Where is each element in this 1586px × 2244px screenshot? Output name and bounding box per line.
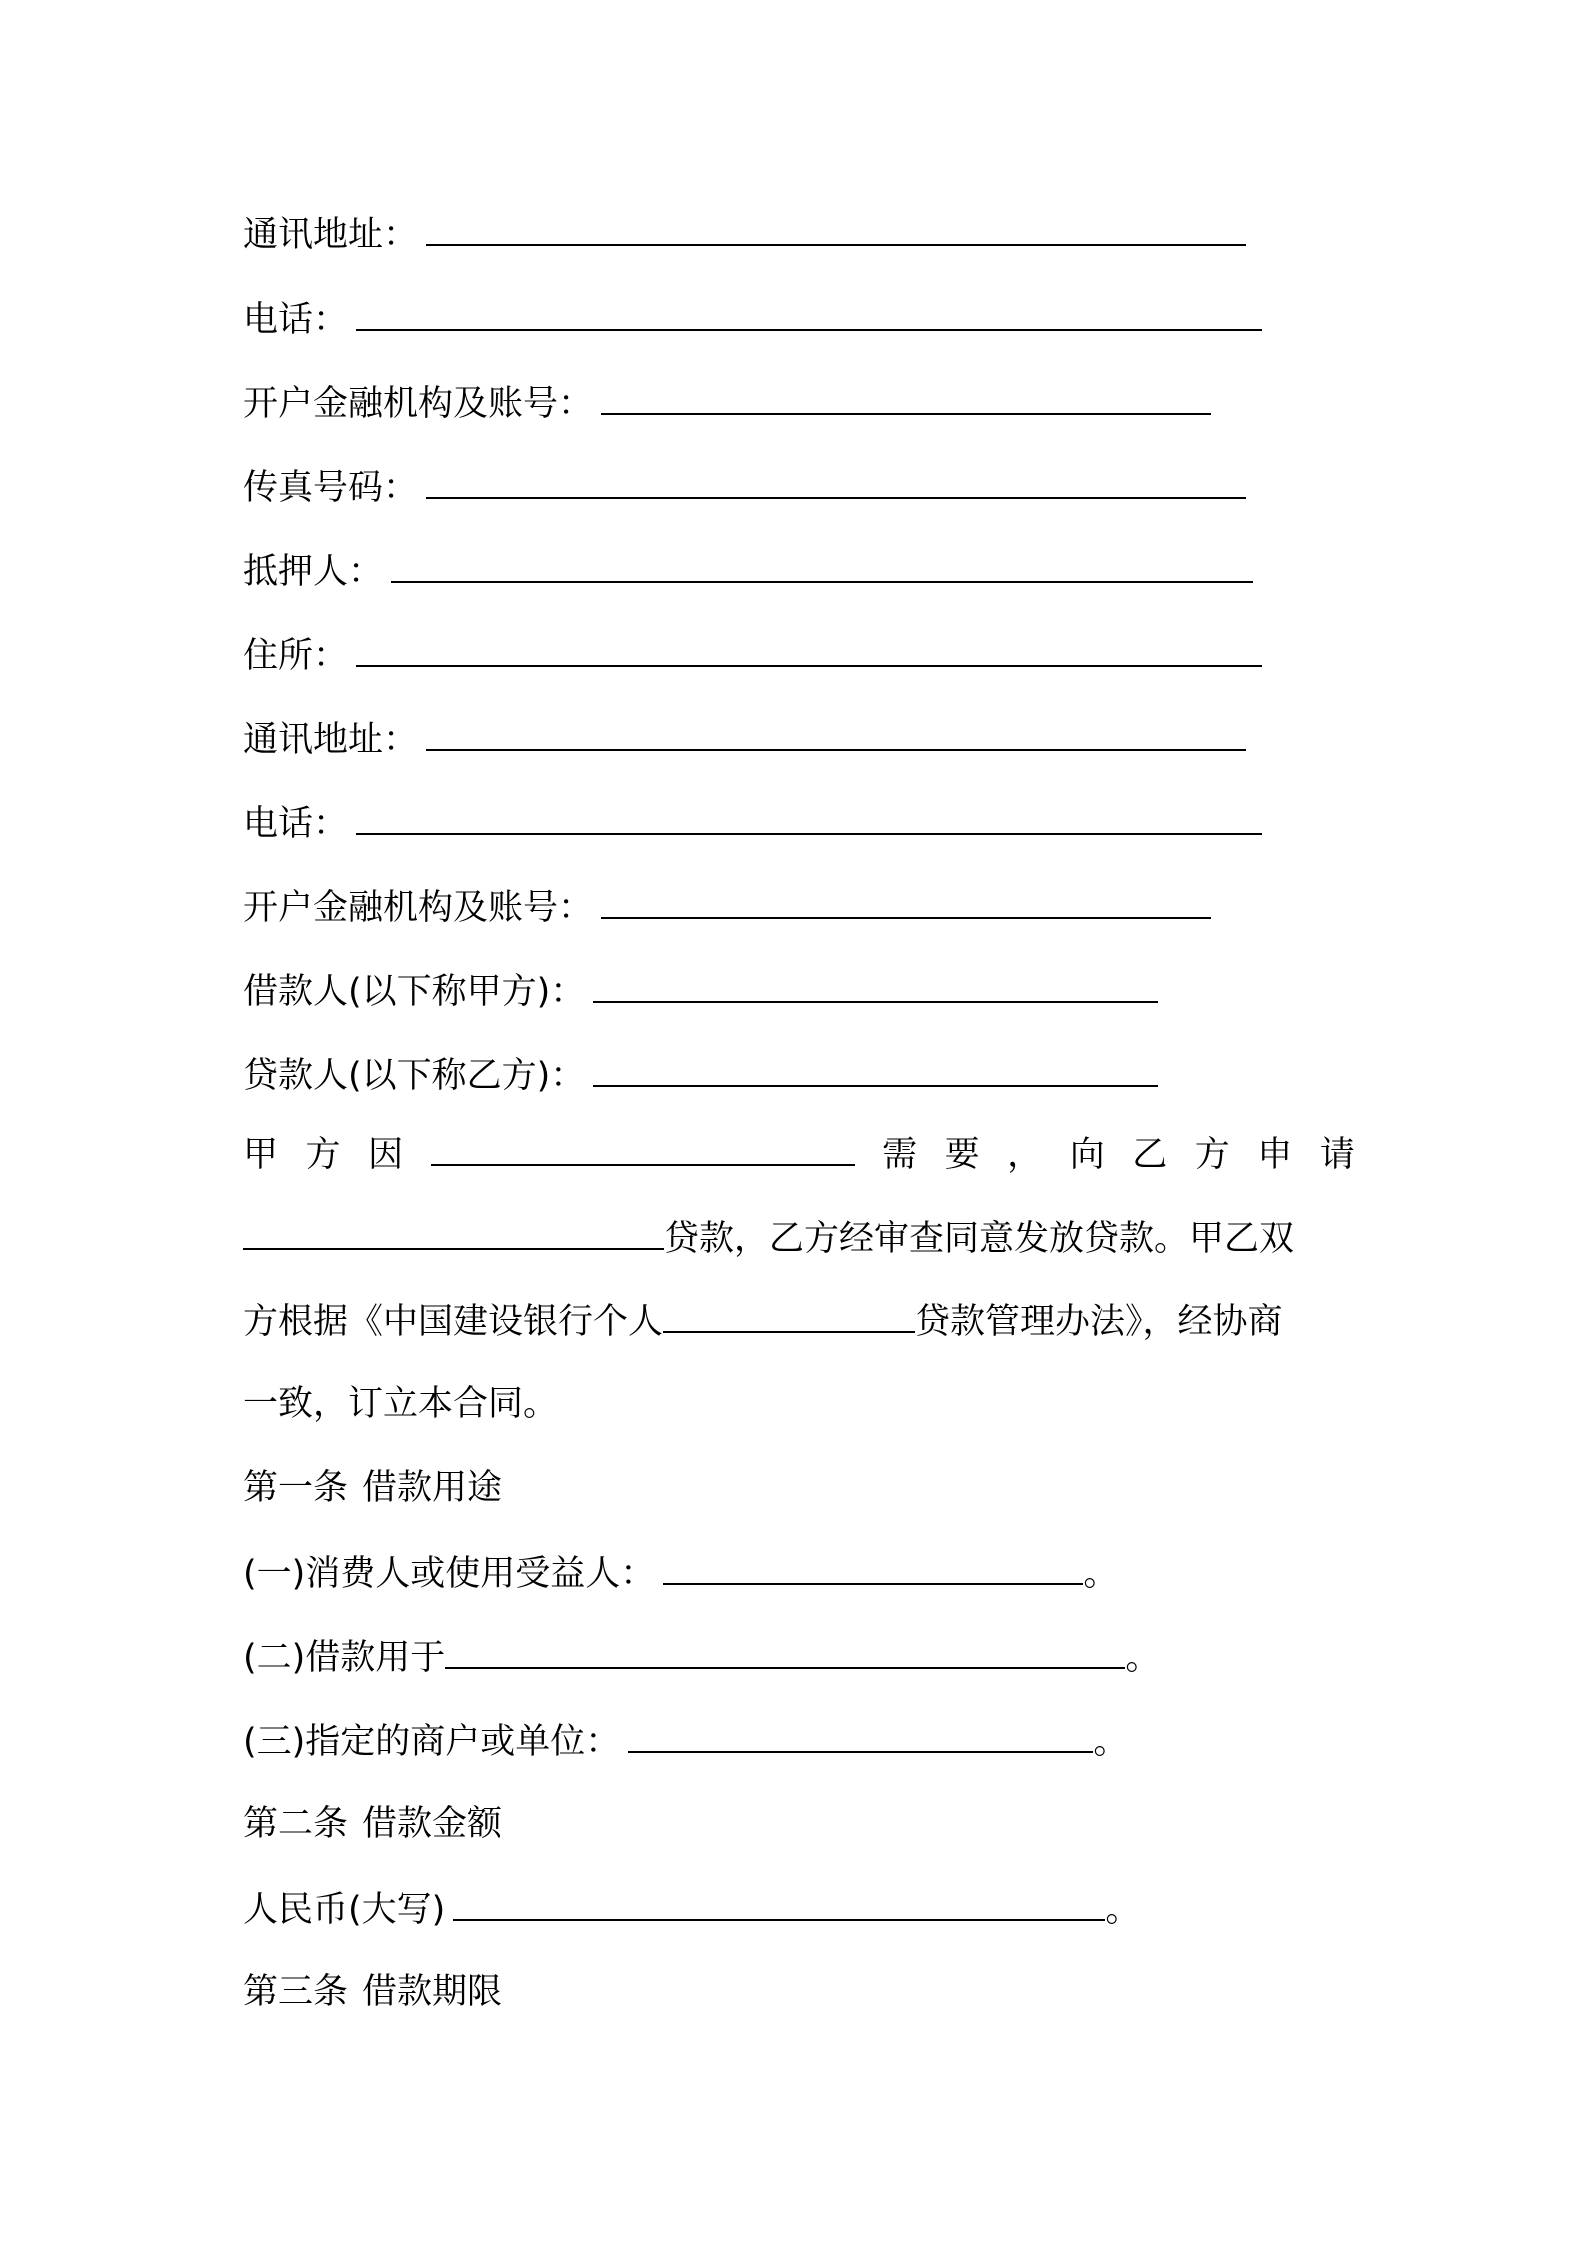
blank-line[interactable] xyxy=(445,1631,1125,1669)
period: 。 xyxy=(1093,1722,1129,1762)
preamble-line-2 xyxy=(243,1212,1294,1264)
blank-line[interactable] xyxy=(356,797,1262,835)
blank-line[interactable] xyxy=(391,545,1253,583)
text: 方根据《中国建设银行个人 xyxy=(243,1302,664,1342)
label: 传真号码： xyxy=(243,468,419,508)
preamble-line-1 xyxy=(243,1128,1355,1180)
blank-line[interactable] xyxy=(426,713,1246,751)
label: (一)消费人或使用受益人： xyxy=(243,1554,656,1594)
label: 开户金融机构及账号： xyxy=(243,384,594,424)
blank-line[interactable] xyxy=(601,377,1211,415)
field-lender xyxy=(243,1049,1158,1101)
article-2-heading xyxy=(243,1799,502,1849)
word: 方 xyxy=(305,1135,341,1175)
field-fax xyxy=(243,461,1246,513)
blank-line[interactable] xyxy=(628,1715,1093,1753)
word: 申 xyxy=(1257,1135,1293,1175)
article-1-item-1 xyxy=(243,1547,1118,1599)
blank-line[interactable] xyxy=(663,1295,915,1333)
label: 借款人(以下称甲方)： xyxy=(243,972,586,1012)
label: 住所： xyxy=(243,636,349,676)
word: 因 xyxy=(368,1135,404,1175)
blank-line[interactable] xyxy=(426,461,1246,499)
label: (二)借款用于 xyxy=(243,1638,446,1678)
preamble-line-3 xyxy=(243,1295,1283,1347)
text: 贷款，乙方经审查同意发放贷款。甲乙双 xyxy=(664,1219,1295,1259)
article-3-heading xyxy=(243,1967,502,2017)
word: 方 xyxy=(1194,1135,1230,1175)
blank-line[interactable] xyxy=(356,629,1262,667)
word: 甲 xyxy=(243,1135,279,1175)
word: 向 xyxy=(1069,1135,1105,1175)
word: ， xyxy=(1007,1135,1043,1175)
label: (三)指定的商户或单位： xyxy=(243,1722,621,1762)
blank-line[interactable] xyxy=(453,1883,1105,1921)
article-number: 第三条 xyxy=(243,1972,349,2012)
article-number: 第二条 xyxy=(243,1804,349,1844)
field-borrower xyxy=(243,965,1158,1017)
field-residence xyxy=(243,629,1262,681)
preamble-line-4 xyxy=(243,1379,558,1429)
label: 抵押人： xyxy=(243,552,384,592)
field-bank-account-2 xyxy=(243,881,1211,933)
label: 人民币(大写) xyxy=(243,1890,446,1930)
article-1-heading xyxy=(243,1463,502,1513)
word: 乙 xyxy=(1132,1135,1168,1175)
field-address-2 xyxy=(243,713,1246,765)
label: 通讯地址： xyxy=(243,720,419,760)
word: 要 xyxy=(944,1135,980,1175)
article-title: 借款用途 xyxy=(362,1468,503,1508)
article-title: 借款期限 xyxy=(362,1972,503,2012)
blank-line[interactable] xyxy=(356,293,1262,331)
article-1-item-2 xyxy=(243,1631,1160,1683)
text: 贷款管理办法》，经协商 xyxy=(915,1302,1283,1342)
label: 贷款人(以下称乙方)： xyxy=(243,1056,586,1096)
field-bank-account-1 xyxy=(243,377,1211,429)
word: 需 xyxy=(882,1135,918,1175)
field-phone-1 xyxy=(243,293,1262,345)
label: 通讯地址： xyxy=(243,215,419,255)
period: 。 xyxy=(1105,1890,1141,1930)
label: 开户金融机构及账号： xyxy=(243,888,594,928)
article-title: 借款金额 xyxy=(362,1804,503,1844)
blank-line[interactable] xyxy=(663,1547,1083,1585)
field-mortgagor xyxy=(243,545,1253,597)
field-address-1 xyxy=(243,208,1246,260)
blank-line[interactable] xyxy=(431,1128,855,1166)
blank-line[interactable] xyxy=(601,881,1211,919)
blank-line[interactable] xyxy=(593,1049,1158,1087)
blank-line[interactable] xyxy=(243,1212,664,1250)
text: 一致，订立本合同。 xyxy=(243,1384,559,1424)
label: 电话： xyxy=(243,300,349,340)
field-phone-2 xyxy=(243,797,1262,849)
article-2-amount xyxy=(243,1883,1140,1935)
article-1-item-3 xyxy=(243,1715,1128,1767)
label: 电话： xyxy=(243,804,349,844)
article-number: 第一条 xyxy=(243,1468,349,1508)
word: 请 xyxy=(1319,1135,1355,1175)
blank-line[interactable] xyxy=(426,208,1246,246)
blank-line[interactable] xyxy=(593,965,1158,1003)
period: 。 xyxy=(1125,1638,1161,1678)
period: 。 xyxy=(1083,1554,1119,1594)
